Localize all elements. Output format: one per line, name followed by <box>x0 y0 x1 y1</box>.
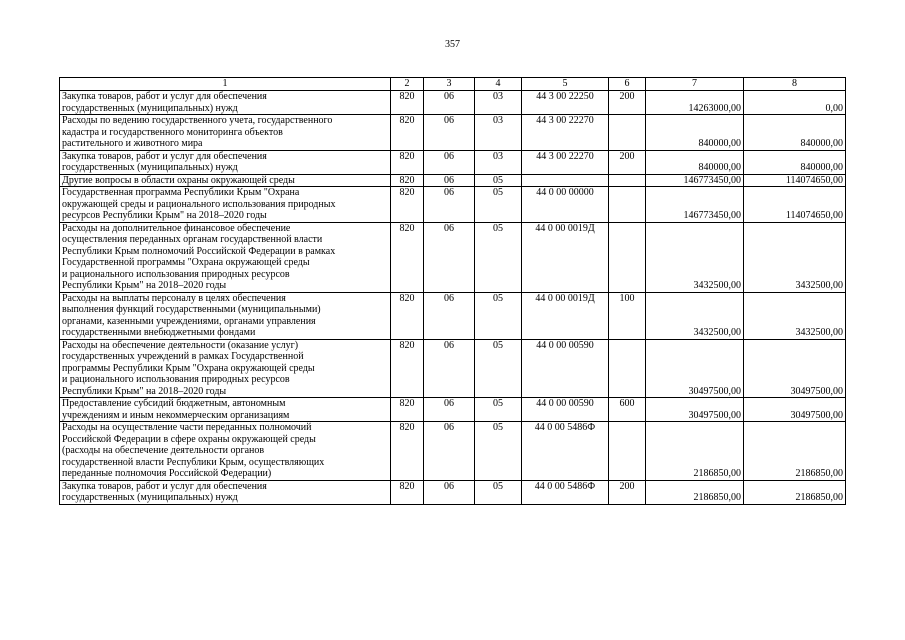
header-cell: 7 <box>646 78 744 91</box>
amount-col7: 146773450,00 <box>646 187 744 223</box>
section-code: 06 <box>424 422 475 481</box>
expense-type-code: 600 <box>609 398 646 422</box>
ministry-code: 820 <box>391 398 424 422</box>
section-code: 06 <box>424 174 475 187</box>
table-row <box>60 115 846 151</box>
row-description: Закупка товаров, работ и услуг для обеспечения государственных (муниципальных) нужд <box>60 150 391 174</box>
header-cell: 4 <box>475 78 522 91</box>
table-row <box>60 480 846 504</box>
target-article-code: 44 3 00 22270 <box>522 115 609 151</box>
table-row <box>60 150 846 174</box>
row-description: Другие вопросы в области охраны окружающей среды <box>60 174 391 187</box>
section-code: 06 <box>424 150 475 174</box>
table-row <box>60 91 846 115</box>
header-cell: 6 <box>609 78 646 91</box>
amount-col7: 14263000,00 <box>646 91 744 115</box>
ministry-code: 820 <box>391 422 424 481</box>
target-article-code: 44 0 00 00590 <box>522 339 609 398</box>
amount-col7: 146773450,00 <box>646 174 744 187</box>
header-cell: 8 <box>744 78 846 91</box>
amount-col7: 840000,00 <box>646 150 744 174</box>
ministry-code: 820 <box>391 339 424 398</box>
amount-col8: 3432500,00 <box>744 222 846 292</box>
target-article-code: 44 0 00 5486Ф <box>522 422 609 481</box>
ministry-code: 820 <box>391 480 424 504</box>
expense-type-code: 200 <box>609 150 646 174</box>
subsection-code: 03 <box>475 115 522 151</box>
expense-type-code <box>609 187 646 223</box>
subsection-code: 05 <box>475 480 522 504</box>
section-code: 06 <box>424 91 475 115</box>
section-code: 06 <box>424 339 475 398</box>
row-description: Предоставление субсидий бюджетным, автономным учреждениям и иным некоммерческим организациям <box>60 398 391 422</box>
target-article-code: 44 3 00 22270 <box>522 150 609 174</box>
page-number: 357 <box>445 39 460 50</box>
ministry-code: 820 <box>391 187 424 223</box>
row-description: Закупка товаров, работ и услуг для обеспечения государственных (муниципальных) нужд <box>60 480 391 504</box>
budget-table <box>59 77 846 505</box>
subsection-code: 05 <box>475 222 522 292</box>
row-description: Расходы на дополнительное финансовое обеспечение осуществления переданных органам государственной власти Республики Крым полномочий Российской Федерации в рамках Государственной программы "Охрана окружающей среды и рационального использования природных ресурсов Республики Крым" на 2018–2020 годы <box>60 222 391 292</box>
target-article-code: 44 0 00 5486Ф <box>522 480 609 504</box>
amount-col7: 2186850,00 <box>646 480 744 504</box>
header-row <box>60 78 846 91</box>
ministry-code: 820 <box>391 150 424 174</box>
ministry-code: 820 <box>391 91 424 115</box>
ministry-code: 820 <box>391 292 424 339</box>
expense-type-code <box>609 222 646 292</box>
expense-type-code: 200 <box>609 480 646 504</box>
amount-col8: 2186850,00 <box>744 422 846 481</box>
section-code: 06 <box>424 187 475 223</box>
target-article-code: 44 0 00 0019Д <box>522 222 609 292</box>
subsection-code: 05 <box>475 422 522 481</box>
table-row <box>60 174 846 187</box>
table-row <box>60 398 846 422</box>
amount-col7: 30497500,00 <box>646 398 744 422</box>
amount-col7: 3432500,00 <box>646 292 744 339</box>
amount-col8: 30497500,00 <box>744 339 846 398</box>
target-article-code: 44 3 00 22250 <box>522 91 609 115</box>
target-article-code: 44 0 00 0019Д <box>522 292 609 339</box>
subsection-code: 05 <box>475 339 522 398</box>
amount-col8: 114074650,00 <box>744 187 846 223</box>
target-article-code: 44 0 00 00000 <box>522 187 609 223</box>
amount-col8: 0,00 <box>744 91 846 115</box>
amount-col8: 2186850,00 <box>744 480 846 504</box>
expense-type-code: 100 <box>609 292 646 339</box>
table-row <box>60 187 846 223</box>
ministry-code: 820 <box>391 174 424 187</box>
header-cell: 5 <box>522 78 609 91</box>
ministry-code: 820 <box>391 115 424 151</box>
row-description: Расходы на выплаты персоналу в целях обеспечения выполнения функций государственными (муниципальными) органами, казенными учреждениями, органами управления государственными внебюджетными фондами <box>60 292 391 339</box>
table-row <box>60 422 846 481</box>
expense-type-code <box>609 174 646 187</box>
amount-col7: 30497500,00 <box>646 339 744 398</box>
expense-type-code <box>609 339 646 398</box>
target-article-code: 44 0 00 00590 <box>522 398 609 422</box>
section-code: 06 <box>424 222 475 292</box>
subsection-code: 05 <box>475 398 522 422</box>
subsection-code: 05 <box>475 292 522 339</box>
row-description: Расходы на осуществление части переданных полномочий Российской Федерации в сфере охраны окружающей среды (расходы на обеспечение деятельности органов государственной власти Республики Крым, осуществляющих переданные полномочия Российской Федерации) <box>60 422 391 481</box>
subsection-code: 05 <box>475 187 522 223</box>
section-code: 06 <box>424 292 475 339</box>
amount-col7: 2186850,00 <box>646 422 744 481</box>
amount-col8: 840000,00 <box>744 150 846 174</box>
amount-col7: 840000,00 <box>646 115 744 151</box>
expense-type-code <box>609 115 646 151</box>
amount-col8: 3432500,00 <box>744 292 846 339</box>
header-cell: 2 <box>391 78 424 91</box>
row-description: Расходы по ведению государственного учета, государственного кадастра и государственного мониторинга объектов растительного и животного мира <box>60 115 391 151</box>
subsection-code: 05 <box>475 174 522 187</box>
ministry-code: 820 <box>391 222 424 292</box>
header-cell: 1 <box>60 78 391 91</box>
amount-col8: 114074650,00 <box>744 174 846 187</box>
expense-type-code: 200 <box>609 91 646 115</box>
table-row <box>60 339 846 398</box>
subsection-code: 03 <box>475 150 522 174</box>
row-description: Государственная программа Республики Крым "Охрана окружающей среды и рационального использования природных ресурсов Республики Крым" на 2018–2020 годы <box>60 187 391 223</box>
section-code: 06 <box>424 480 475 504</box>
target-article-code <box>522 174 609 187</box>
table-row <box>60 292 846 339</box>
row-description: Закупка товаров, работ и услуг для обеспечения государственных (муниципальных) нужд <box>60 91 391 115</box>
table-row <box>60 222 846 292</box>
amount-col7: 3432500,00 <box>646 222 744 292</box>
amount-col8: 30497500,00 <box>744 398 846 422</box>
section-code: 06 <box>424 115 475 151</box>
expense-type-code <box>609 422 646 481</box>
amount-col8: 840000,00 <box>744 115 846 151</box>
section-code: 06 <box>424 398 475 422</box>
subsection-code: 03 <box>475 91 522 115</box>
row-description: Расходы на обеспечение деятельности (оказание услуг) государственных учреждений в рамках Государственной программы Республики Крым "Охрана окружающей среды и рационального использования природных ресурсов Республики Крым" на 2018–2020 годы <box>60 339 391 398</box>
header-cell: 3 <box>424 78 475 91</box>
